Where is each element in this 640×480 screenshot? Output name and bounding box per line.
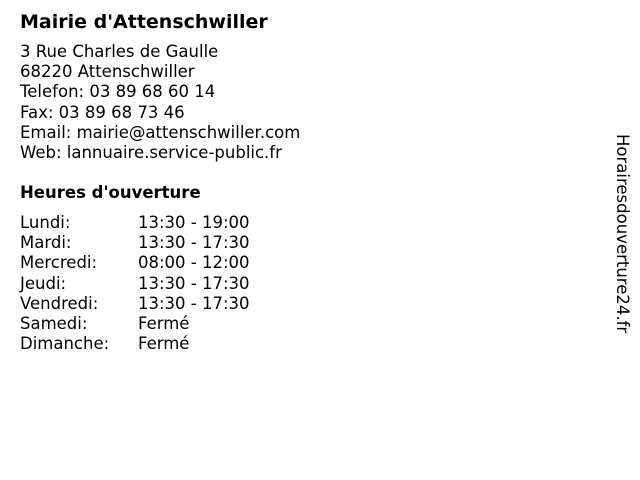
office-name: Mairie d'Attenschwiller xyxy=(20,11,268,33)
hours-row-saturday xyxy=(20,314,600,334)
day-label: Mercredi: xyxy=(20,253,98,273)
office-info-panel xyxy=(20,9,600,354)
opening-hours-table xyxy=(20,213,600,354)
day-hours: 08:00 - 12:00 xyxy=(138,253,250,273)
day-label: Dimanche: xyxy=(20,333,110,353)
hours-row-sunday xyxy=(20,334,600,354)
day-hours: 13:30 - 19:00 xyxy=(138,213,250,233)
address-city: 68220 Attenschwiller xyxy=(20,62,195,82)
hours-row-wednesday xyxy=(20,253,600,273)
site-watermark: Horairesdouverture24.fr xyxy=(613,134,632,334)
day-label: Jeudi: xyxy=(20,273,67,293)
day-hours: 13:30 - 17:30 xyxy=(138,233,250,253)
contact-block xyxy=(20,42,600,163)
day-hours: Fermé xyxy=(138,313,190,333)
fax-number: Fax: 03 89 68 73 46 xyxy=(20,102,185,122)
day-hours: 13:30 - 17:30 xyxy=(138,293,250,313)
day-label: Mardi: xyxy=(20,233,72,253)
day-label: Vendredi: xyxy=(20,293,99,313)
day-hours: Fermé xyxy=(138,333,190,353)
hours-row-friday xyxy=(20,294,600,314)
phone-number: Telefon: 03 89 68 60 14 xyxy=(20,82,216,102)
day-label: Lundi: xyxy=(20,213,71,233)
day-hours: 13:30 - 17:30 xyxy=(138,273,250,293)
email-address: Email: mairie@attenschwiller.com xyxy=(20,122,301,142)
address-street: 3 Rue Charles de Gaulle xyxy=(20,42,219,61)
hours-row-thursday xyxy=(20,274,600,294)
hours-row-monday xyxy=(20,213,600,233)
opening-hours-heading: Heures d'ouverture xyxy=(20,183,201,203)
hours-row-tuesday xyxy=(20,233,600,253)
website: Web: lannuaire.service-public.fr xyxy=(20,143,282,163)
day-label: Samedi: xyxy=(20,313,88,333)
